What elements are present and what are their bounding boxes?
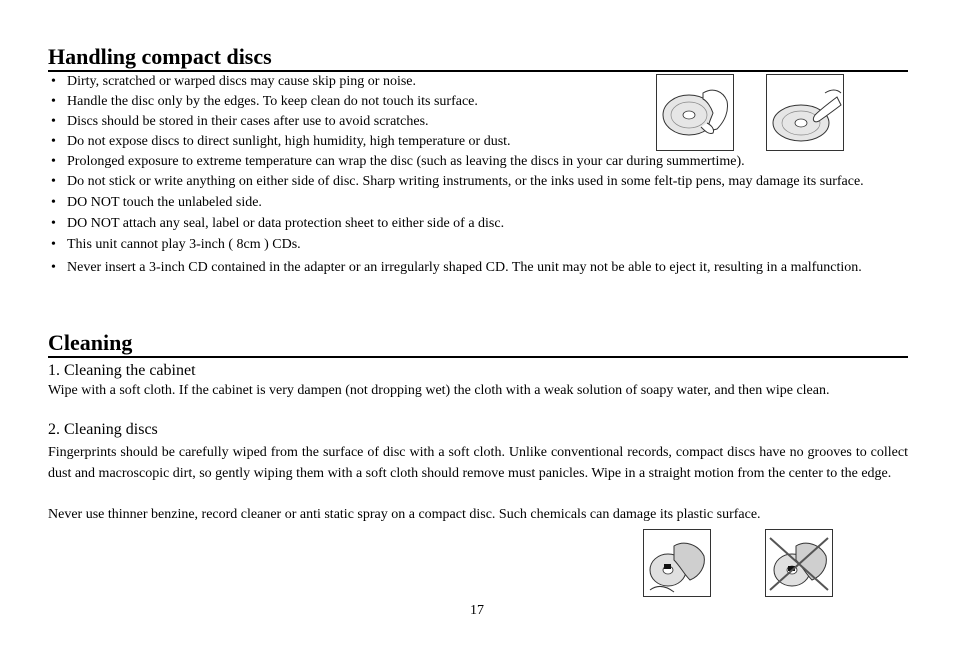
bullet-item: • Discs should be stored in their cases after use to avoid scratches. [48, 113, 910, 130]
hand-holding-disc-by-edge-icon [656, 74, 734, 151]
bullet-item: • Prolonged exposure to extreme temperature can wrap the disc (such as leaving the discs in your car during summertime). [48, 153, 910, 170]
bullet-item: • Handle the disc only by the edges. To keep clean do not touch its surface. [48, 93, 910, 110]
paragraph-chemicals-warning: Never use thinner benzine, record cleaner or anti static spray on a compact disc. Such chemicals can damage its plastic surface. [48, 507, 761, 522]
bullet-item: • Do not stick or write anything on either side of disc. Sharp writing instruments, or the inks used in some felt-tip pens, may damage its surface. [48, 173, 910, 190]
subheading-cleaning-cabinet: 1. Cleaning the cabinet [48, 362, 196, 379]
bullet-item: • Do not expose discs to direct sunlight, high humidity, high temperature or dust. [48, 133, 910, 150]
paragraph-cleaning-cabinet: Wipe with a soft cloth. If the cabinet is very dampen (not dropping wet) the cloth with a weak solution of soapy water, and then wipe clean. [48, 383, 830, 398]
wipe-disc-circular-crossed-icon [765, 529, 833, 597]
wipe-disc-straight-icon [643, 529, 711, 597]
paragraph-cleaning-discs: Fingerprints should be carefully wiped from the surface of disc with a soft cloth. Unlike conventional records, compact discs have no grooves to collect dust and macroscopic dirt, so gently wiping them with a soft cloth should remove must panicles. Wipe in a straight motion from the center to the edge. [48, 445, 908, 481]
bullet-item: • Never insert a 3-inch CD contained in the adapter or an irregularly shaped CD. The unit may not be able to eject it, resulting in a malfunction. [48, 257, 910, 278]
subheading-cleaning-discs: 2. Cleaning discs [48, 421, 158, 438]
finger-on-disc-surface-icon [766, 74, 844, 151]
bullet-item: • DO NOT touch the unlabeled side. [48, 194, 910, 211]
bullet-item: • Dirty, scratched or warped discs may cause skip ping or noise. [48, 73, 910, 90]
page-number: 17 [470, 603, 484, 618]
section-heading-handling: Handling compact discs [48, 44, 908, 72]
section-heading-cleaning: Cleaning [48, 330, 908, 358]
bullet-item: • DO NOT attach any seal, label or data protection sheet to either side of a disc. [48, 215, 910, 232]
bullet-item: • This unit cannot play 3-inch ( 8cm ) CDs. [48, 236, 910, 253]
